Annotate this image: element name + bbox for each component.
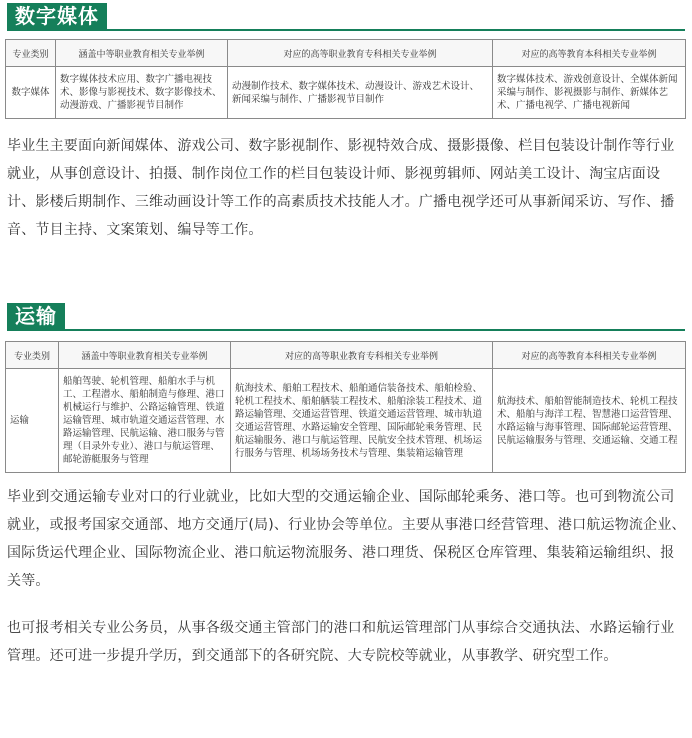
- paragraph-digital-media-careers: 毕业生主要面向新闻媒体、游戏公司、数字影视制作、影视特效合成、摄影摄像、栏目包装设计制作等行业就业，从事创意设计、拍摄、制作岗位工作的栏目包装设计师、影视剪辑师、网站美工设计、淘宝店面设计、影楼后期制作、三维动画设计等工作的高素质技术技能人才。广播电视学还可从事新闻采访、写作、播音、节目主持、文案策划、编导等工作。: [7, 138, 675, 238]
- section-title-digital-media: 数字媒体: [7, 3, 107, 29]
- section-divider: [7, 329, 685, 331]
- table-row: [6, 369, 686, 473]
- cell-bachelor-majors: 航海技术、船舶智能制造技术、轮机工程技术、船舶与海洋工程、智慧港口运营管理、水路运输与海事管理、国际邮轮运营管理、民航运输服务与管理、交通运输、交通工程: [493, 369, 686, 473]
- cell-category: 运输: [6, 369, 59, 473]
- section-title-transport: 运输: [7, 303, 65, 329]
- cell-secondary-majors: 船舶驾驶、轮机管理、船舶水手与机工、工程潜水、船舶制造与修理、港口机械运行与维护、公路运输管理、铁道运输管理、城市轨道交通运营管理、水路运输管理、民航运输、港口服务与管理（目录外专业）、港口与航运管理、邮轮游艇服务与管理: [59, 369, 231, 473]
- table-header-row: [6, 40, 686, 67]
- header-category: 专业类别: [6, 342, 59, 369]
- header-vocational-majors: 对应的高等职业教育专科相关专业举例: [231, 342, 493, 369]
- table-header-row: [6, 342, 686, 369]
- section-divider: [7, 29, 685, 31]
- cell-bachelor-majors: 数字媒体技术、游戏创意设计、全媒体新闻采编与制作、影视摄影与制作、新媒体艺术、广播电视学、广播电视新闻: [493, 67, 686, 119]
- header-category: 专业类别: [6, 40, 56, 67]
- major-table-digital-media: [5, 39, 686, 119]
- cell-vocational-majors: 动漫制作技术、数字媒体技术、动漫设计、游戏艺术设计、新闻采编与制作、广播影视节目制作: [228, 67, 493, 119]
- header-secondary-majors: 涵盖中等职业教育相关专业举例: [56, 40, 228, 67]
- paragraph-transport-further: 也可报考相关专业公务员，从事各级交通主管部门的港口和航运管理部门从事综合交通执法、水路运输行业管理。还可进一步提升学历，到交通部下的各研究院、大专院校等就业，从事教学、研究型工作。: [7, 620, 675, 664]
- paragraph-transport-careers: 毕业到交通运输专业对口的行业就业，比如大型的交通运输企业、国际邮轮乘务、港口等。也可到物流公司就业，或报考国家交通部、地方交通厅(局)、行业协会等单位。主要从事港口经营管理、港口航运物流企业、国际货运代理企业、国际物流企业、港口航运物流服务、港口理货、保税区仓库管理、集装箱运输组织、报关等。: [7, 489, 686, 589]
- header-bachelor-majors: 对应的高等教育本科相关专业举例: [493, 40, 686, 67]
- major-table-transport: [5, 341, 686, 473]
- cell-secondary-majors: 数字媒体技术应用、数字广播电视技术、影像与影视技术、数字影像技术、动漫游戏、广播影视节目制作: [56, 67, 228, 119]
- table-row: [6, 67, 686, 119]
- cell-vocational-majors: 航海技术、船舶工程技术、船舶通信装备技术、船舶检验、轮机工程技术、船舶舾装工程技术、船舶涂装工程技术、道路运输管理、交通运营管理、铁道交通运营管理、城市轨道交通运营管理、水路运输安全管理、国际邮轮乘务管理、民航运输服务、港口与航运管理、民航安全技术管理、机场运行服务与管理、机场场务技术与管理、集装箱运输管理: [231, 369, 493, 473]
- header-bachelor-majors: 对应的高等教育本科相关专业举例: [493, 342, 686, 369]
- cell-category: 数字媒体: [6, 67, 56, 119]
- header-secondary-majors: 涵盖中等职业教育相关专业举例: [59, 342, 231, 369]
- header-vocational-majors: 对应的高等职业教育专科相关专业举例: [228, 40, 493, 67]
